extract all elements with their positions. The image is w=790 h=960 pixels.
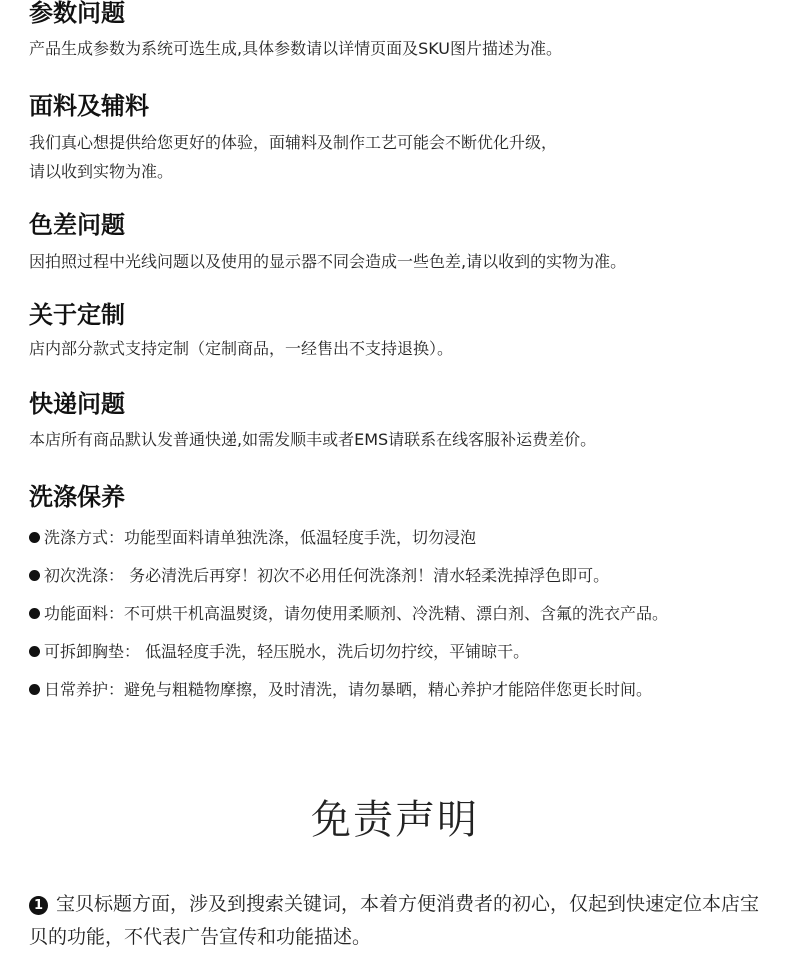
section-text-custom: 店内部分款式支持定制（定制商品，一经售出不支持退换）。 <box>29 339 454 358</box>
disclaimer-item <box>29 888 764 954</box>
number-badge-icon: 1 <box>29 896 48 915</box>
section-heading-custom: 关于定制 <box>29 301 125 329</box>
bullet-dot-icon <box>29 532 40 543</box>
disclaimer-item-text: 宝贝标题方面，涉及到搜索关键词，本着方便消费者的初心，仅起到快速定位本店宝贝的功能，不代表广告宣传和功能描述。 <box>29 893 760 948</box>
care-item-text: 初次洗涤： 务必清洗后再穿！初次不必用任何洗涤剂！清水轻柔洗掉浮色即可。 <box>44 566 610 585</box>
section-text-fabric-line1: 我们真心想提供给您更好的体验，面辅料及制作工艺可能会不断优化升级， <box>29 133 558 152</box>
care-item-text: 日常养护：避免与粗糙物摩擦，及时清洗，请勿暴晒，精心养护才能陪伴您更长时间。 <box>44 680 653 699</box>
care-item <box>29 640 529 664</box>
care-item <box>29 602 668 626</box>
bullet-dot-icon <box>29 608 40 619</box>
care-item-text: 可拆卸胸垫： 低温轻度手洗，轻压脱水，洗后切勿拧绞，平铺晾干。 <box>44 642 530 661</box>
bullet-dot-icon <box>29 684 40 695</box>
disclaimer-title: 免责声明 <box>311 797 479 843</box>
section-heading-shipping: 快递问题 <box>29 390 125 418</box>
care-item <box>29 678 652 702</box>
section-text-params: 产品生成参数为系统可选生成,具体参数请以详情页面及SKU图片描述为准。 <box>29 39 563 58</box>
care-item <box>29 526 476 550</box>
care-item-text: 洗涤方式：功能型面料请单独洗涤，低温轻度手洗，切勿浸泡 <box>44 528 477 547</box>
bullet-dot-icon <box>29 646 40 657</box>
care-item <box>29 564 609 588</box>
section-text-color: 因拍照过程中光线问题以及使用的显示器不同会造成一些色差,请以收到的实物为准。 <box>29 252 627 271</box>
bullet-dot-icon <box>29 570 40 581</box>
section-text-shipping: 本店所有商品默认发普通快递,如需发顺丰或者EMS请联系在线客服补运费差价。 <box>29 430 597 449</box>
section-heading-params: 参数问题 <box>29 0 125 27</box>
section-heading-color: 色差问题 <box>29 211 125 239</box>
section-text-fabric-line2: 请以收到实物为准。 <box>29 162 174 181</box>
section-heading-care: 洗涤保养 <box>29 483 125 511</box>
care-item-text: 功能面料：不可烘干机高温熨烫，请勿使用柔顺剂、冷洗精、漂白剂、含氟的洗衣产品。 <box>44 604 669 623</box>
section-heading-fabric: 面料及辅料 <box>29 92 149 120</box>
